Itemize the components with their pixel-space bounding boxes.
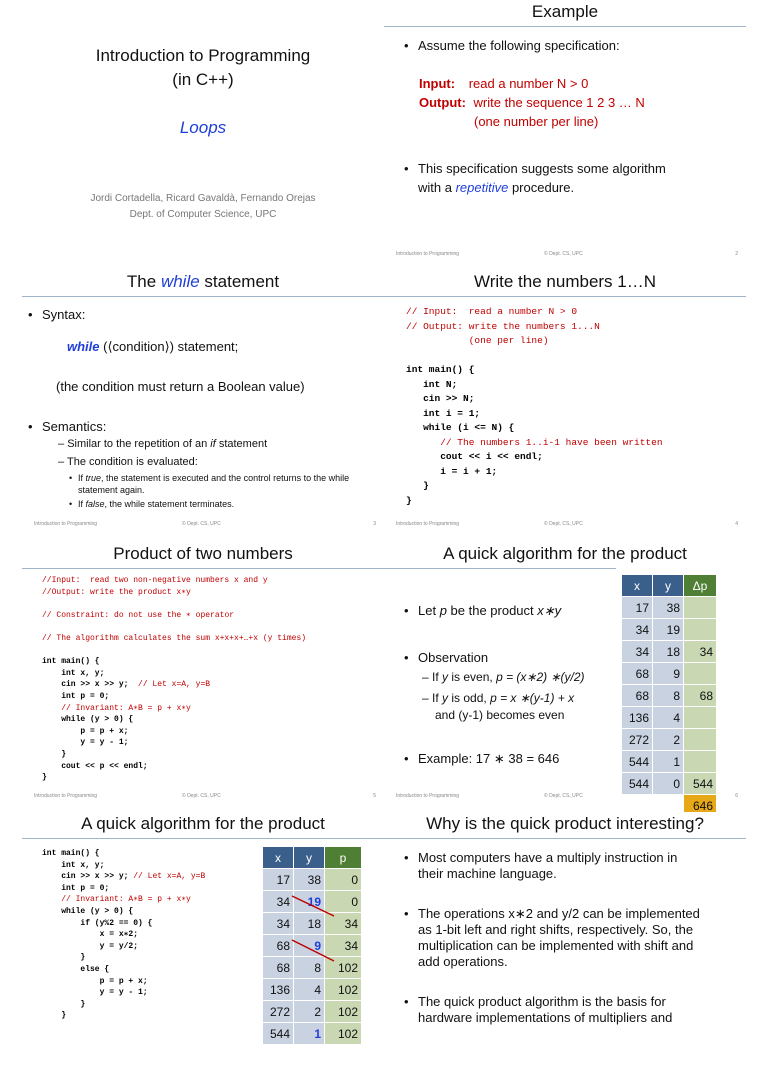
title-rule	[384, 26, 746, 27]
bullet-text: Assume the following specification:	[418, 38, 620, 53]
title-line-2: (in C++)	[172, 70, 234, 89]
table-cell: 2	[653, 729, 684, 751]
footer-course: Introduction to Programming	[396, 251, 460, 257]
note: (the condition must return a Boolean value)	[56, 379, 305, 394]
sub-bullet: – Similar to the repetition of an if statement	[58, 438, 268, 450]
title-rule	[22, 838, 384, 839]
text: If	[432, 670, 443, 684]
slide-title	[22, 0, 384, 260]
slide-product	[22, 542, 384, 802]
bullet-dot-icon: •	[404, 161, 409, 176]
title-line-1: Introduction to Programming	[95, 46, 311, 65]
bullet-text: Semantics:	[42, 419, 107, 434]
input-label: Input:	[419, 76, 456, 91]
output-label: Output:	[419, 95, 466, 110]
bullet-dot-icon: •	[404, 751, 409, 766]
text: procedure.	[508, 180, 575, 195]
text: statement	[199, 272, 280, 291]
sub-bullet-odd-cont: and (y-1) becomes even	[435, 708, 565, 722]
text: The	[126, 272, 161, 291]
text: , the statement is executed and the control returns to the while statement again.	[78, 473, 350, 495]
slide-quick-algorithm	[384, 542, 746, 813]
table-cell: 1	[294, 1023, 325, 1045]
authors: Jordi Cortadella, Ricard Gavaldà, Fernando Orejas	[90, 193, 316, 204]
table-cell: 68	[263, 957, 294, 979]
slide-heading	[22, 272, 384, 292]
bullet-cont: as 1-bit left and right shifts, respectively. So, the	[418, 922, 694, 937]
page-number: 4	[735, 521, 738, 527]
page-number: 6	[735, 793, 738, 799]
var-p: p	[439, 603, 447, 618]
title-rule	[22, 568, 384, 569]
bullet-text: Observation	[418, 650, 489, 665]
slide-why-interesting	[384, 812, 746, 1072]
table-cell	[684, 619, 717, 641]
table-cell: 9	[653, 663, 684, 685]
title-rule	[384, 838, 746, 839]
bullet	[404, 993, 666, 1010]
text: If	[78, 473, 86, 483]
table-cell: 17	[263, 869, 294, 891]
column-header: x	[263, 847, 294, 869]
footer-course: Introduction to Programming	[396, 521, 460, 527]
column-header: y	[294, 847, 325, 869]
title-rule	[384, 568, 616, 569]
bullet	[404, 905, 700, 922]
bullet	[404, 649, 489, 666]
table-cell: 8	[653, 685, 684, 707]
emph-false: false	[85, 499, 105, 509]
table-row	[622, 597, 717, 619]
slide-heading: Why is the quick product interesting?	[426, 814, 704, 833]
table-cell	[684, 729, 717, 751]
table-cell: 136	[263, 979, 294, 1001]
output-text: write the sequence 1 2 3 … N	[473, 95, 645, 110]
slide-quick-algorithm-2	[22, 812, 384, 1072]
table-row	[622, 707, 717, 729]
table-cell: 102	[325, 957, 362, 979]
slide-heading: A quick algorithm for the product	[443, 544, 687, 563]
table-cell: 102	[325, 979, 362, 1001]
bullet-dot-icon: •	[404, 850, 409, 865]
table-cell: 102	[325, 1023, 362, 1045]
formula: p = (x∗2) ∗(y/2)	[496, 670, 585, 684]
code-block: int main() { int x, y; cin >> x >> y; // Let x=A, y=B int p = 0; // Invariant: A∗B = p + x∗y while (y > 0) { if (y%2 == 0) { x = x∗2; y = y/2; } else { p = p + x; y = y - 1; } }	[42, 849, 206, 1021]
page-number: 2	[735, 251, 738, 257]
emph-while: while	[160, 272, 200, 291]
table-cell: 18	[294, 913, 325, 935]
bullet-text: Example: 17 ∗ 38 = 646	[418, 751, 560, 766]
sub-bullet-odd: – If y is odd, p = x ∗(y-1) + x	[422, 691, 575, 705]
arrow-line-2	[292, 940, 334, 961]
page-number: 5	[373, 793, 376, 799]
column-header: y	[653, 575, 684, 597]
emph-repetitive: repetitive	[455, 180, 509, 195]
code-block: //Input: read two non-negative numbers x and y //Output: write the product x∗y // Constraint: do not use the ∗ operator // The algorithm calculates the sum x+x+x+…+x (y times) int main() { int x, y; cin >> x >> y; // Let x=A, y=B int p = 0; // Invariant: A∗B = p + x∗y while (y > 0) { p = p + x; y = y - 1; } cout << p << endl; }	[42, 576, 307, 783]
bullet-dot-icon: •	[28, 419, 33, 434]
table-cell: 4	[294, 979, 325, 1001]
bullet	[404, 160, 666, 177]
bullet-text: This specification suggests some algorithm	[418, 161, 666, 176]
footer-course: Introduction to Programming	[34, 521, 98, 527]
table-cell: 34	[263, 891, 294, 913]
input-text: read a number N > 0	[468, 76, 589, 91]
sub-sub-bullet	[69, 472, 368, 496]
slide-heading: A quick algorithm for the product	[81, 814, 325, 833]
text: If	[78, 499, 86, 509]
bullet-cont	[418, 179, 574, 196]
footer-course: Introduction to Programming	[396, 793, 460, 799]
bullet-dot-icon: •	[404, 650, 409, 665]
table-cell: 68	[263, 935, 294, 957]
bullet	[404, 37, 620, 54]
var-xy: x∗y	[537, 603, 562, 618]
table-row	[622, 641, 717, 663]
column-header: Δp	[684, 575, 717, 597]
title-rule	[22, 296, 384, 297]
table-cell: 0	[325, 869, 362, 891]
var-y: y	[442, 691, 449, 705]
table-row	[622, 663, 717, 685]
table-cell	[684, 707, 717, 729]
title-rule	[384, 296, 746, 297]
bullet-dot-icon: •	[404, 994, 409, 1009]
slide-write-numbers	[384, 270, 746, 530]
bullet	[404, 849, 678, 866]
table-cell: 8	[294, 957, 325, 979]
bullet	[28, 306, 86, 323]
formula: p = x ∗(y-1) + x	[490, 691, 575, 705]
footer-dept: © Dept. CS, UPC	[544, 521, 583, 527]
total-cell: 646	[684, 795, 717, 817]
footer-dept: © Dept. CS, UPC	[544, 793, 583, 799]
table-cell: 0	[653, 773, 684, 795]
table-cell: 9	[294, 935, 325, 957]
bullet	[404, 602, 562, 619]
table-cell: 19	[653, 619, 684, 641]
table-cell: 102	[325, 1001, 362, 1023]
bullet-dot-icon: •	[69, 499, 73, 509]
table-row	[622, 729, 717, 751]
bullet-dot-icon: •	[404, 906, 409, 921]
bullet	[404, 750, 560, 767]
output-text-cont: (one number per line)	[474, 114, 599, 129]
table-cell: 34	[622, 619, 653, 641]
arrow-line-1	[292, 896, 334, 916]
bullet-dot-icon: •	[69, 473, 73, 483]
text: with a	[418, 180, 456, 195]
text: If	[432, 691, 443, 705]
table-cell: 544	[263, 1023, 294, 1045]
table-cell: 34	[622, 641, 653, 663]
table-cell	[684, 663, 717, 685]
page-number: 3	[373, 521, 376, 527]
text: The condition is evaluated:	[66, 456, 198, 468]
table-cell: 17	[622, 597, 653, 619]
sub-sub-bullet	[69, 498, 235, 510]
bullet-dot-icon: •	[404, 603, 409, 618]
table-cell: 544	[684, 773, 717, 795]
text: (⟨condition⟩) statement;	[99, 339, 239, 354]
product-table	[621, 574, 717, 817]
bullet-text: The operations x∗2 and y/2 can be implemented	[418, 906, 700, 921]
department: Dept. of Computer Science, UPC	[129, 209, 277, 220]
table-cell: 38	[294, 869, 325, 891]
table-cell: 544	[622, 773, 653, 795]
slide-while	[22, 270, 384, 530]
slide-heading: Product of two numbers	[113, 544, 293, 563]
syntax-line	[67, 338, 238, 355]
table-cell: 544	[622, 751, 653, 773]
column-header: x	[622, 575, 653, 597]
table-cell: 136	[622, 707, 653, 729]
text: is even,	[448, 670, 497, 684]
spec-output	[419, 94, 645, 111]
table-row	[622, 751, 717, 773]
table-cell: 2	[294, 1001, 325, 1023]
table-cell: 272	[622, 729, 653, 751]
sub-bullet: – The condition is evaluated:	[58, 456, 198, 468]
table-cell: 1	[653, 751, 684, 773]
column-header: p	[325, 847, 362, 869]
footer-dept: © Dept. CS, UPC	[182, 793, 221, 799]
table-cell: 68	[622, 685, 653, 707]
footer-course: Introduction to Programming	[34, 793, 98, 799]
text: be the product	[446, 603, 538, 618]
code-block: // Input: read a number N > 0 // Output: write the numbers 1...N (one per line) int main() { int N; cin >> N; int i = 1; while (i <= N) { // The numbers 1..i-1 have been written cout << i << endl; i = i + 1; } }	[406, 306, 663, 506]
bullet-dot-icon: •	[404, 38, 409, 53]
bullet-cont: multiplication can be implemented with shift and	[418, 938, 694, 953]
table-row	[622, 619, 717, 641]
emph-true: true	[85, 473, 102, 483]
table-cell: 34	[684, 641, 717, 663]
bullet-text: The quick product algorithm is the basis for	[418, 994, 666, 1009]
text: Similar to the repetition of an	[67, 438, 211, 450]
table-cell: 34	[325, 913, 362, 935]
var-y: y	[442, 670, 449, 684]
emph-if: if	[210, 438, 216, 450]
slide-heading: Example	[531, 2, 599, 21]
bullet-cont: hardware implementations of multipliers and	[418, 1010, 673, 1025]
text: , the while statement terminates.	[104, 499, 235, 509]
table-cell: 34	[263, 913, 294, 935]
table-cell: 19	[294, 891, 325, 913]
bullet-dot-icon: •	[28, 307, 33, 322]
sub-bullet-even: – If y is even, p = (x∗2) ∗(y/2)	[422, 670, 585, 684]
table-row	[622, 773, 717, 795]
footer-dept: © Dept. CS, UPC	[182, 521, 221, 527]
table-cell	[684, 751, 717, 773]
table-cell: 68	[622, 663, 653, 685]
bullet-text: Most computers have a multiply instruction in	[418, 850, 678, 865]
text: is odd,	[448, 691, 491, 705]
table-cell: 38	[653, 597, 684, 619]
table-header-row	[622, 575, 717, 597]
subtitle: Loops	[179, 118, 227, 137]
text: statement	[215, 438, 268, 450]
table-cell	[684, 597, 717, 619]
slide-heading: Write the numbers 1…N	[473, 272, 657, 291]
bullet	[28, 418, 107, 435]
bullet-text: Syntax:	[42, 307, 86, 322]
footer-dept: © Dept. CS, UPC	[544, 251, 583, 257]
slide-example	[384, 0, 746, 260]
bullet-cont: their machine language.	[418, 866, 557, 881]
spec-input	[419, 75, 588, 92]
table-cell: 272	[263, 1001, 294, 1023]
trace-arrows	[262, 846, 372, 1046]
keyword-while: while	[67, 339, 100, 354]
table-cell: 18	[653, 641, 684, 663]
table-cell: 0	[325, 891, 362, 913]
table-cell: 68	[684, 685, 717, 707]
bullet-cont: add operations.	[418, 954, 508, 969]
table-row	[622, 685, 717, 707]
table-cell: 4	[653, 707, 684, 729]
table-cell: 34	[325, 935, 362, 957]
text: Let	[418, 603, 440, 618]
